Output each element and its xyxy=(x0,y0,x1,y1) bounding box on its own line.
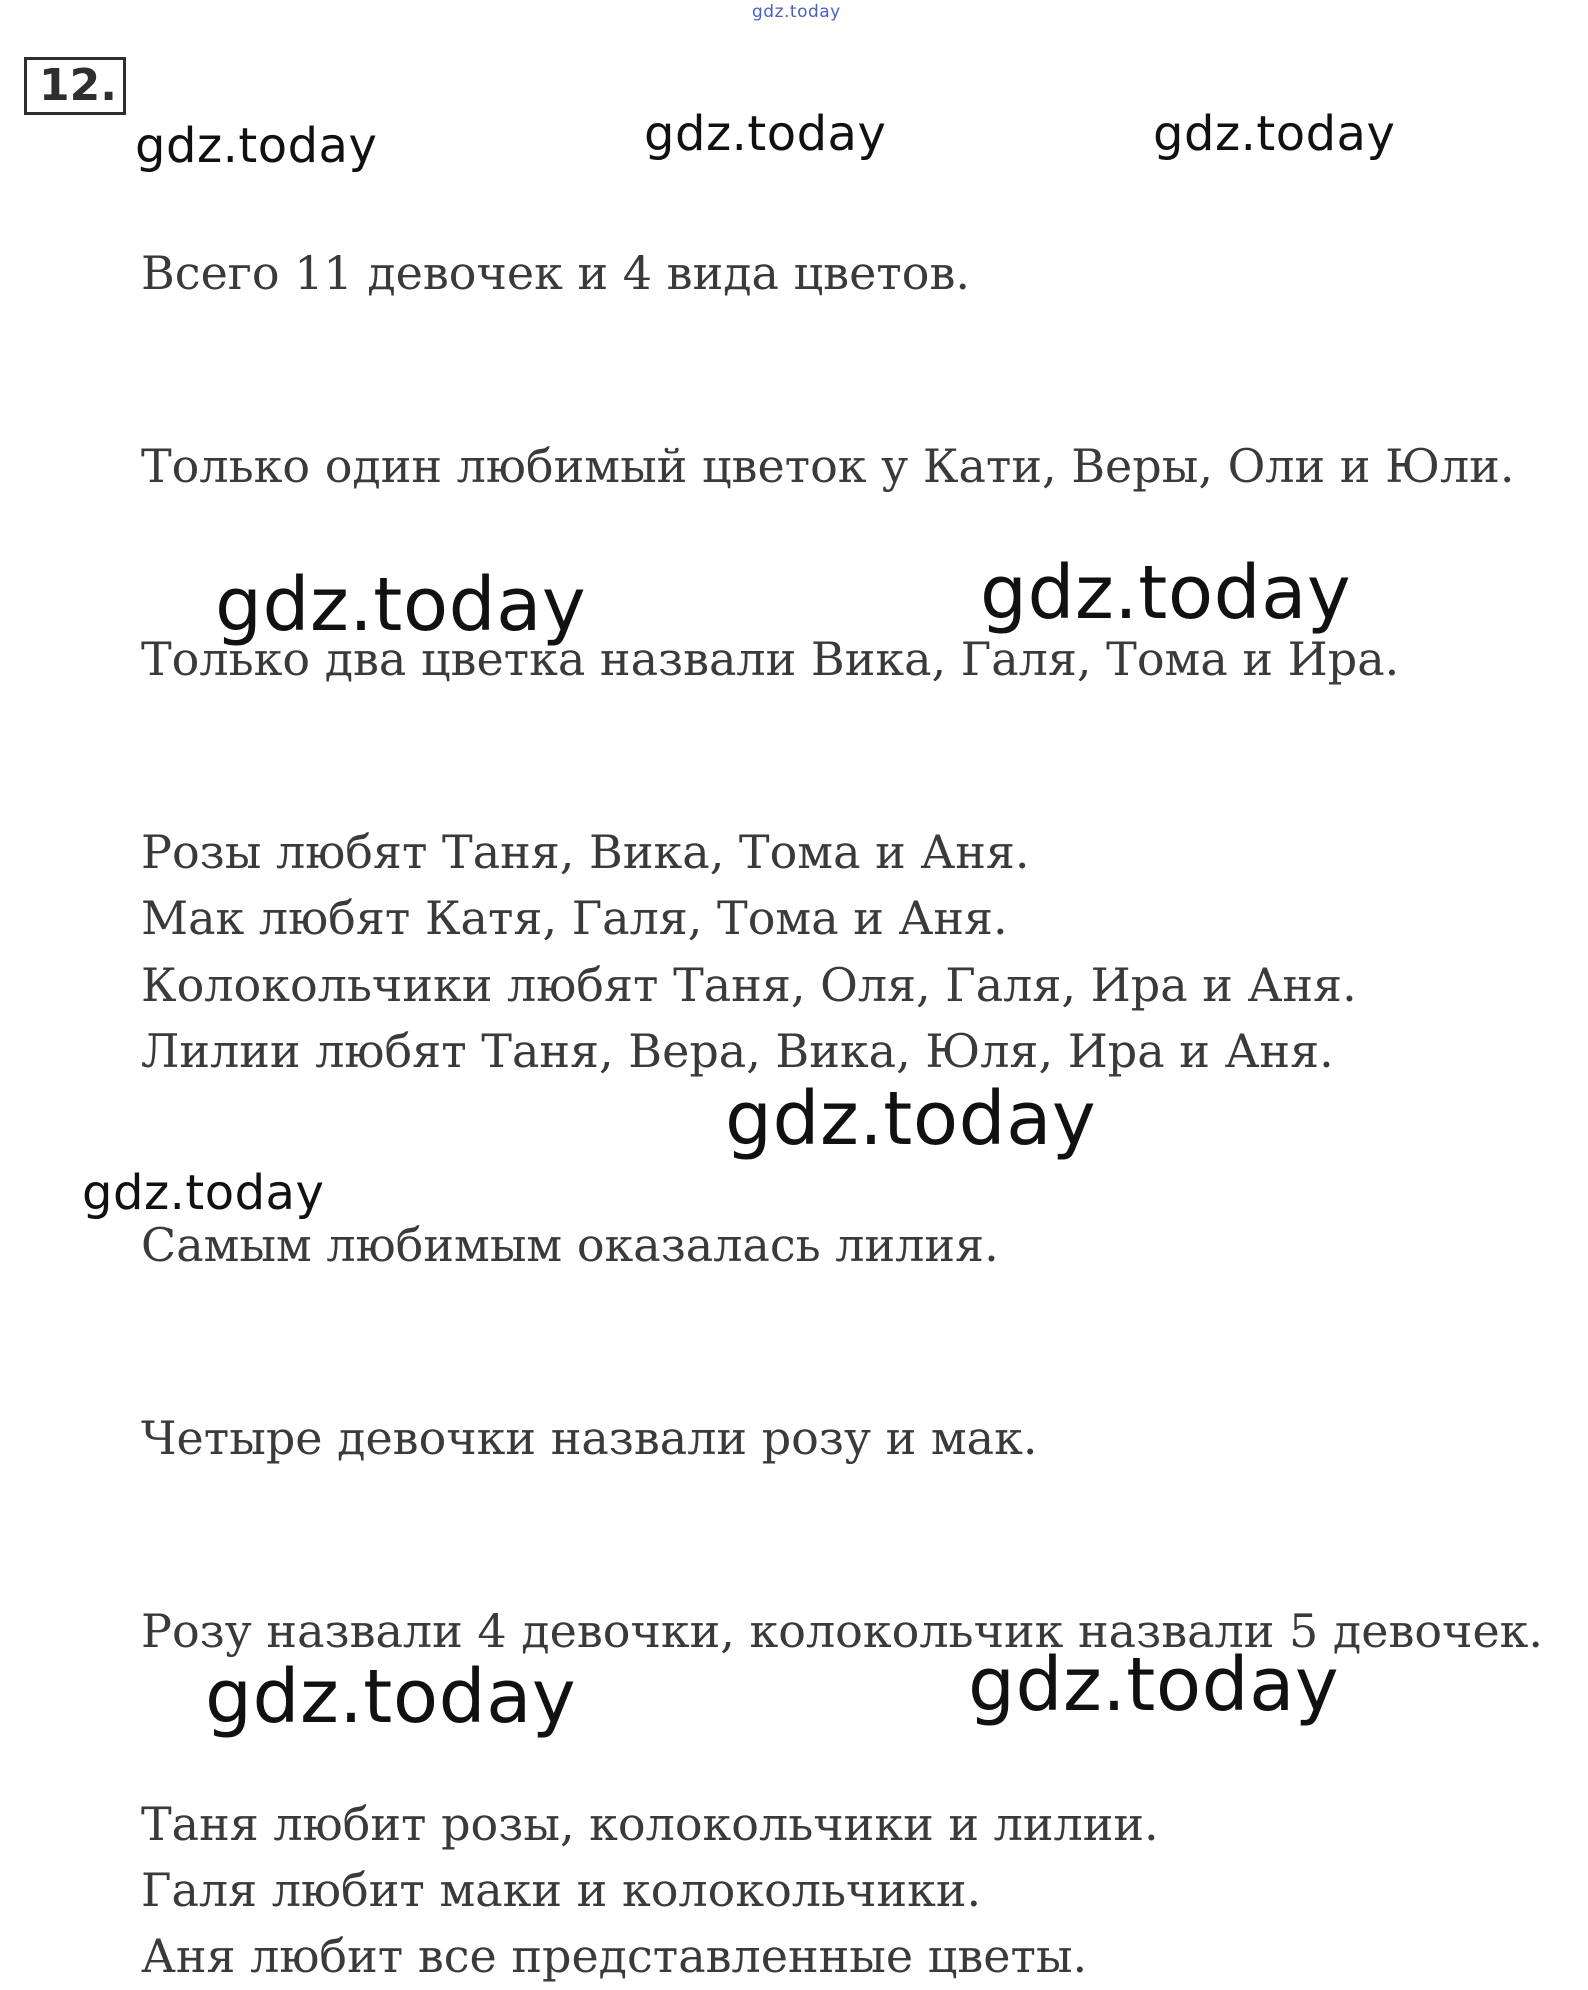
watermark: gdz.today xyxy=(215,562,587,648)
text-line-2: Только один любимый цветок у Кати, Веры, Оли и Юли. xyxy=(141,439,1515,493)
text-line-1: Всего 11 девочек и 4 вида цветов. xyxy=(141,246,970,300)
watermark: gdz.today xyxy=(82,1165,325,1221)
text-line-12: Галя любит маки и колокольчики. xyxy=(141,1863,982,1917)
text-line-9: Четыре девочки назвали розу и мак. xyxy=(141,1411,1038,1465)
task-number-box: 12. xyxy=(24,57,126,115)
text-line-11: Таня любит розы, колокольчики и лилии. xyxy=(141,1797,1159,1851)
text-line-10: Розу назвали 4 девочки, колокольчик назвали 5 девочек. xyxy=(141,1604,1544,1658)
text-line-7: Лилии любят Таня, Вера, Вика, Юля, Ира и Аня. xyxy=(141,1024,1334,1078)
watermark: gdz.today xyxy=(644,106,887,162)
watermark: gdz.today xyxy=(135,118,378,174)
watermark: gdz.today xyxy=(725,1076,1097,1162)
watermark: gdz.today xyxy=(1153,106,1396,162)
text-line-13: Аня любит все представленные цветы. xyxy=(141,1929,1088,1983)
site-watermark-top: gdz.today xyxy=(752,2,841,22)
text-line-8: Самым любимым оказалась лилия. xyxy=(141,1218,999,1272)
watermark: gdz.today xyxy=(968,1642,1340,1728)
watermark: gdz.today xyxy=(205,1654,577,1740)
watermark: gdz.today xyxy=(980,550,1352,636)
text-line-3: Только два цветка назвали Вика, Галя, Тома и Ира. xyxy=(141,632,1400,686)
text-line-6: Колокольчики любят Таня, Оля, Галя, Ира и Аня. xyxy=(141,958,1357,1012)
text-line-4: Розы любят Таня, Вика, Тома и Аня. xyxy=(141,825,1030,879)
text-line-5: Мак любят Катя, Галя, Тома и Аня. xyxy=(141,891,1008,945)
